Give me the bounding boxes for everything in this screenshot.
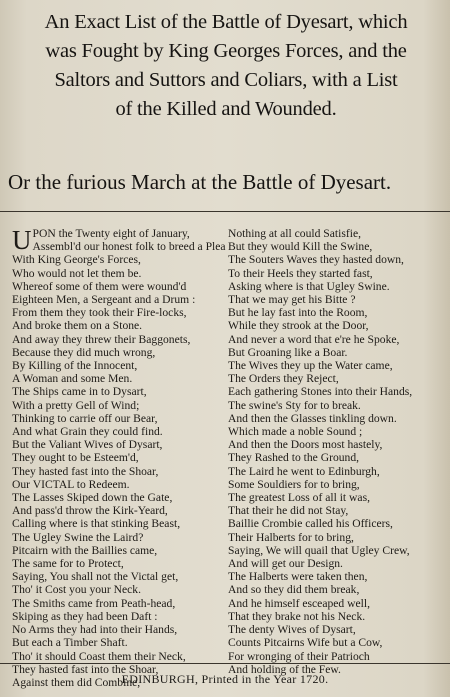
poem-line: Tho' it Cost you your Neck. xyxy=(12,583,141,597)
poem-line: Against them did Combine, xyxy=(12,675,141,689)
title-line: An Exact List of the Battle of Dyesart, which xyxy=(44,11,408,33)
poem-line: The Ugley Swine the Laird? xyxy=(12,530,144,544)
poem-line: Whereof some of them were wound'd xyxy=(12,279,187,293)
poem-line: With King George's Forces, xyxy=(12,253,141,267)
poem-line: And pass'd throw the Kirk-Yeard, xyxy=(12,504,168,518)
poem-line: By Killing of the Innocent, xyxy=(12,359,138,373)
poem-line: That their he did not Stay, xyxy=(228,504,349,518)
poem-line: For wronging of their Patrioch xyxy=(228,649,370,663)
poem-line: But Groaning like a Boar. xyxy=(228,345,348,359)
poem-line: From them they took their Fire-locks, xyxy=(12,306,187,320)
poem-line: PON the Twenty eight of January, xyxy=(32,227,190,240)
poem-line: The Smiths came from Peath-head, xyxy=(12,596,176,610)
poem-line: The denty Wives of Dysart, xyxy=(228,623,356,637)
page-title xyxy=(6,8,446,124)
title-line: of the Killed and Wounded. xyxy=(115,98,337,120)
poem-line: A Woman and some Men. xyxy=(12,372,133,386)
poem-line: But each a Timber Shaft. xyxy=(12,636,128,650)
poem-line: Eighteen Men, a Sergeant and a Drum : xyxy=(12,293,196,307)
poem-line: Because they did much wrong, xyxy=(12,345,156,359)
poem-line: That we may get his Bitte ? xyxy=(228,293,356,307)
poem-line: Counts Pitcairns Wife but a Cow, xyxy=(228,636,383,650)
poem-line: Which made a noble Sound ; xyxy=(228,425,363,439)
poem-line: And he himself esceaped well, xyxy=(228,596,370,610)
poem-line: Saying, We will quail that Ugley Crew, xyxy=(228,543,410,557)
poem-line: Pitcairn with the Baillies came, xyxy=(12,543,158,557)
poem-line: The swine's Sty for to break. xyxy=(228,398,361,412)
poem-line: But he lay fast into the Room, xyxy=(228,306,368,320)
poem-line: The Lasses Skiped down the Gate, xyxy=(12,491,173,505)
poem-line: But they would Kill the Swine, xyxy=(228,240,373,254)
poem-line: And holding of the Few. xyxy=(228,662,341,676)
poem-line: To their Heels they started fast, xyxy=(228,266,373,280)
poem-line: Some Souldiers for to bring, xyxy=(228,477,360,491)
poem-line: Assembl'd our honest folk to breed a Plea xyxy=(32,240,226,254)
poem-line: And will get our Design. xyxy=(228,557,343,571)
poem-line: Baillie Crombie called his Officers, xyxy=(228,517,393,531)
poem-line: The Ships came in to Dysart, xyxy=(12,385,147,399)
poem-line: And what Grain they could find. xyxy=(12,425,163,439)
poem-line: The greatest Loss of all it was, xyxy=(228,491,370,505)
poem-line: But the Valiant Wives of Dysart, xyxy=(12,438,163,452)
poem-line: And then the Glasses tinkling down. xyxy=(228,411,397,425)
title-line: was Fought by King Georges Forces, and the xyxy=(45,40,407,62)
poem-line: Skiping as they had been Daft : xyxy=(12,609,158,623)
poem-line: While they strook at the Door, xyxy=(228,319,369,333)
poem-line: The Orders they Reject, xyxy=(228,372,339,386)
poem-right-column xyxy=(228,227,446,676)
poem-line: Tho' it should Coast them their Neck, xyxy=(12,649,186,663)
poem-line: Who would not let them be. xyxy=(12,266,142,280)
title-line: Saltors and Suttors and Coliars, with a List xyxy=(54,69,398,91)
poem-line: The Wives they up the Water came, xyxy=(228,359,393,373)
poem-line: Saying, You shall not the Victal get, xyxy=(12,570,179,584)
poem-line: Calling where is that stinking Beast, xyxy=(12,517,181,531)
poem-line: Each gathering Stones into their Hands, xyxy=(228,385,413,399)
poem-line: And so they did them break, xyxy=(228,583,360,597)
poem-line: Asking where is that Ugley Swine. xyxy=(228,279,390,293)
poem-line: They hasted fast into the Shoar, xyxy=(12,464,159,478)
top-rule xyxy=(0,211,450,212)
poem-line: They ought to be Esteem'd, xyxy=(12,451,139,465)
poem-line: The Souters Waves they hasted down, xyxy=(228,253,404,267)
bottom-rule xyxy=(0,663,450,664)
poem-line: The Halberts were taken then, xyxy=(228,570,368,584)
poem-line: And broke them on a Stone. xyxy=(12,319,143,333)
poem-line: And then the Doors most hastely, xyxy=(228,438,383,452)
subtitle: Or the furious March at the Battle of Dyesart. xyxy=(8,170,392,194)
poem-line: The same for to Protect, xyxy=(12,557,124,571)
poem-line: No Arms they had into their Hands, xyxy=(12,623,178,637)
poem-line: With a pretty Gell of Wind; xyxy=(12,398,140,412)
poem-line: Thinking to carrie off our Bear, xyxy=(12,411,158,425)
poem-line: They Rashed to the Ground, xyxy=(228,451,360,465)
poem-line: They hasted fast into the Shoar, xyxy=(12,662,159,676)
poem-left-column xyxy=(12,227,224,689)
imprint: EDINBURGH, Printed in the Year 1720. xyxy=(121,672,329,686)
poem-line: Their Halberts for to bring, xyxy=(228,530,354,544)
poem-line: Nothing at all could Satisfie, xyxy=(228,227,361,240)
poem-line: And away they threw their Baggonets, xyxy=(12,332,191,346)
poem-line: And never a word that e're he Spoke, xyxy=(228,332,400,346)
poem-line: Our VICTAL to Redeem. xyxy=(12,477,130,491)
poem-line: The Laird he went to Edinburgh, xyxy=(228,464,380,478)
poem-line: That they brake not his Neck. xyxy=(228,609,366,623)
dropcap: U xyxy=(12,225,32,255)
